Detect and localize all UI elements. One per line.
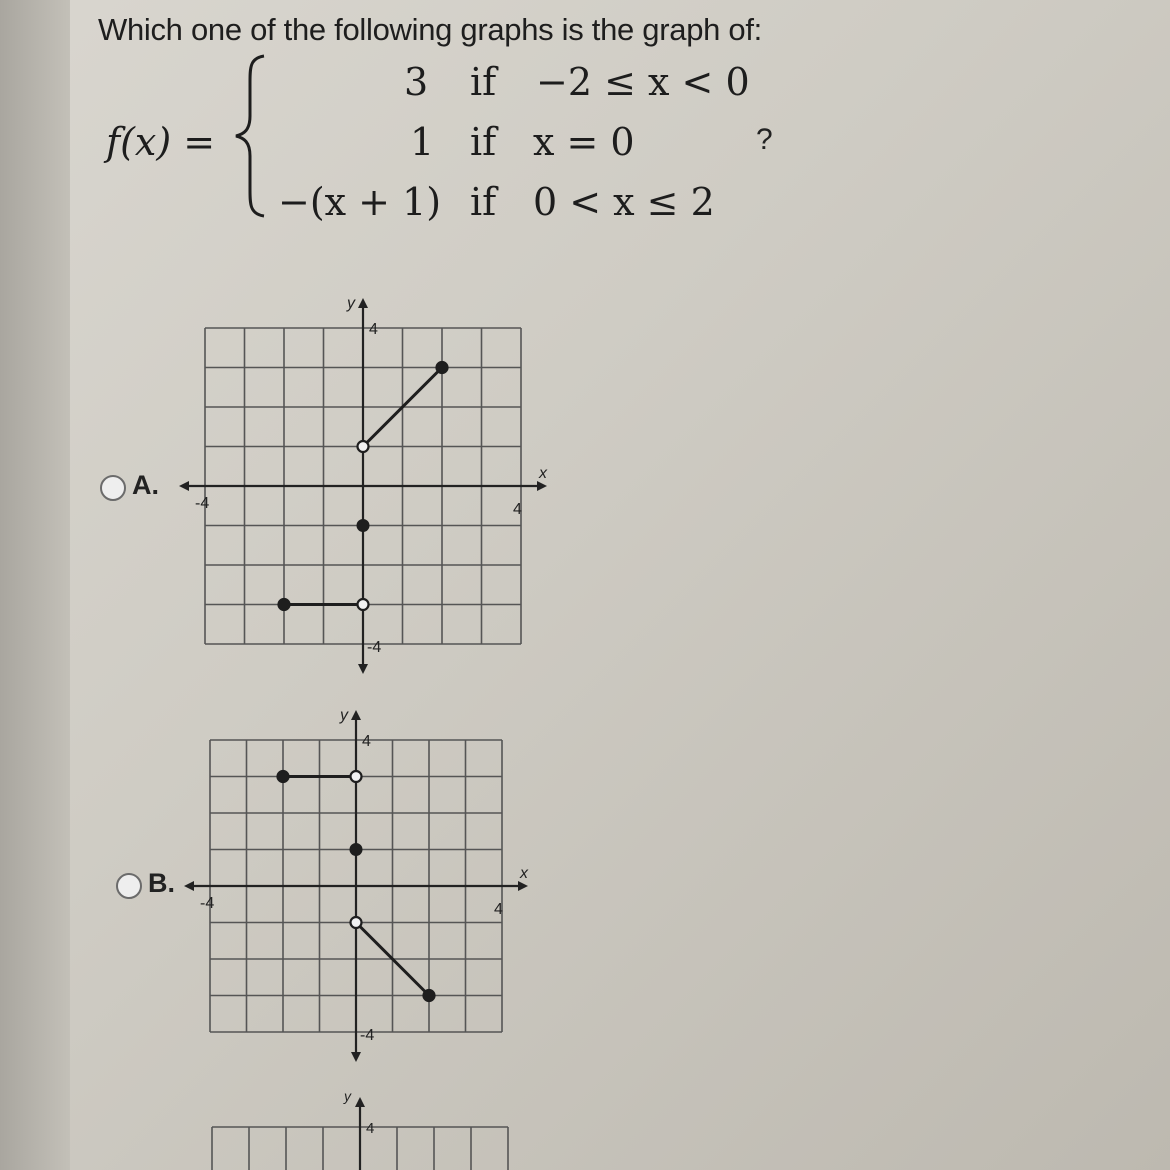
x-max-tick-label: 4 — [513, 501, 522, 518]
open-endpoint — [358, 441, 369, 452]
x-max-tick-label: 4 — [494, 901, 503, 918]
y-max-tick-label: 4 — [362, 733, 371, 750]
option-a-radio[interactable] — [100, 475, 126, 501]
piece-3-if: if — [470, 180, 497, 224]
closed-endpoint — [279, 599, 290, 610]
x-min-tick-label: -4 — [200, 895, 215, 912]
option-b-radio[interactable] — [116, 873, 142, 899]
open-endpoint — [351, 917, 362, 928]
x-axis-right-arrow — [537, 481, 547, 491]
closed-endpoint — [437, 362, 448, 373]
open-endpoint — [358, 599, 369, 610]
piece-2-if: if — [470, 120, 497, 164]
y-min-tick-label: -4 — [360, 1027, 375, 1044]
y-axis-up-arrow — [358, 298, 368, 308]
option-a-graph[interactable] — [165, 288, 565, 688]
y-axis-label: y — [347, 295, 355, 312]
x-axis-left-arrow — [179, 481, 189, 491]
x-min-tick-label: -4 — [195, 495, 210, 512]
piece-1-expr: 3 — [404, 60, 429, 104]
question-mark: ? — [756, 123, 773, 156]
left-brace — [232, 52, 272, 220]
y-min-tick-label: -4 — [367, 639, 382, 656]
piece-3-expr: −(x + 1) — [278, 180, 442, 224]
option-a-label[interactable]: A. — [132, 470, 159, 500]
option-c-graph-partial[interactable] — [200, 1085, 530, 1170]
piece-3-cond: 0 < x ≤ 2 — [533, 180, 715, 224]
y-axis-label: y — [340, 707, 348, 724]
option-b-graph[interactable] — [178, 700, 578, 1070]
x-axis-right-arrow — [518, 881, 528, 891]
y-axis-up-arrow — [351, 710, 361, 720]
closed-endpoint — [424, 990, 435, 1001]
open-endpoint — [351, 771, 362, 782]
y-axis-up-arrow — [355, 1097, 365, 1107]
function-name: f(x) = — [106, 120, 216, 164]
piece-1-if: if — [470, 60, 497, 104]
piece-2-cond: x = 0 — [533, 120, 635, 164]
piece-1-cond: −2 ≤ x < 0 — [536, 60, 750, 104]
closed-point — [351, 844, 362, 855]
x-axis-label: x — [520, 865, 528, 882]
option-b-label[interactable]: B. — [148, 868, 175, 898]
closed-endpoint — [278, 771, 289, 782]
y-axis-label: y — [344, 1088, 351, 1104]
piece-2-expr: 1 — [410, 120, 435, 164]
y-axis-down-arrow — [351, 1052, 361, 1062]
closed-point — [358, 520, 369, 531]
page-edge — [0, 0, 70, 1170]
x-axis-left-arrow — [184, 881, 194, 891]
y-max-tick-label: 4 — [369, 321, 378, 338]
y-axis-down-arrow — [358, 664, 368, 674]
x-axis-label: x — [539, 465, 547, 482]
y-max-tick-label: 4 — [366, 1120, 375, 1137]
question-text: Which one of the following graphs is the graph of: — [98, 12, 762, 47]
